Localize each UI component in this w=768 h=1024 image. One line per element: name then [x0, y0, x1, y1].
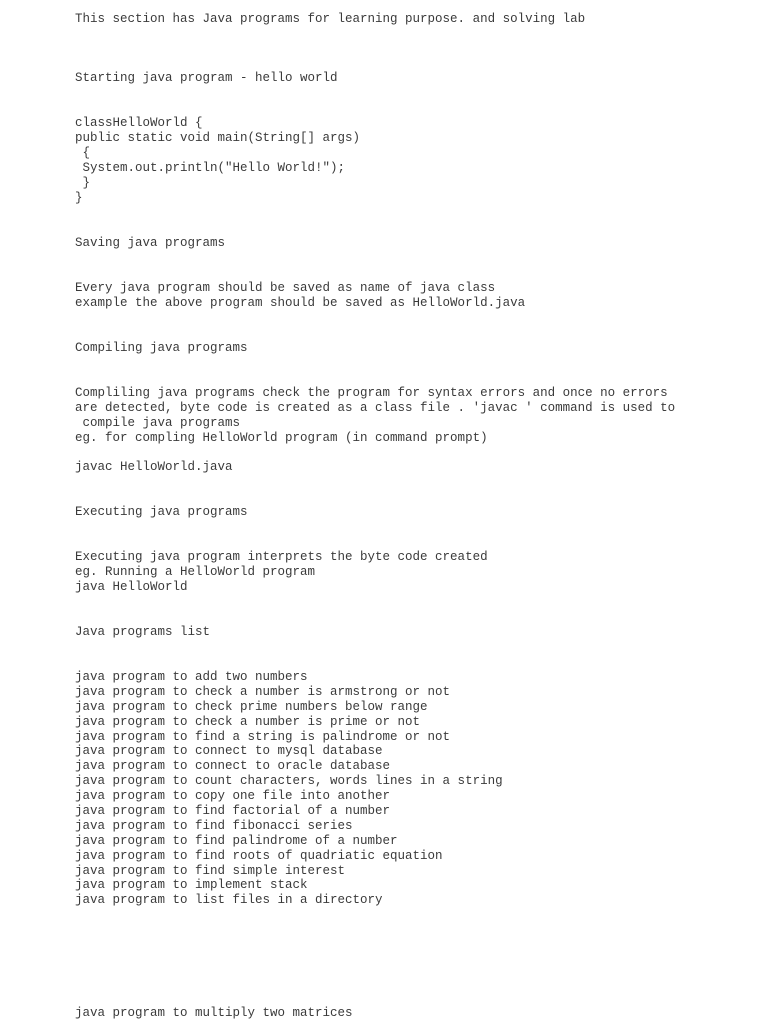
text-line: eg. for compling HelloWorld program (in command prompt)	[75, 431, 488, 445]
list-item: java program to find simple interest	[75, 863, 346, 878]
compiling-heading: Compiling java programs	[75, 341, 248, 355]
list-item: java program to find roots of quadriatic equation	[75, 848, 443, 863]
code-line: classHelloWorld {	[75, 116, 203, 130]
list-item: java program to connect to mysql database	[75, 744, 383, 759]
text-line: Every java program should be saved as name of java class	[75, 281, 496, 295]
saving-heading: Saving java programs	[75, 236, 226, 250]
list-item: java program to count characters, words lines in a string	[75, 774, 503, 789]
code-line: System.out.println("Hello World!");	[75, 161, 346, 175]
list-item-multiply-matrices: java program to multiply two matrices	[75, 1006, 353, 1020]
compile-command: javac HelloWorld.java	[75, 460, 233, 474]
executing-heading: Executing java programs	[75, 505, 248, 519]
programs-list	[75, 670, 755, 908]
code-line: {	[75, 146, 91, 160]
text-line: java HelloWorld	[75, 580, 188, 594]
list-item: java program to find a string is palindrome or not	[75, 729, 451, 744]
text-line: Executing java program interprets the byte code created	[75, 550, 488, 564]
compiling-paragraph	[75, 386, 755, 446]
hello-world-heading: Starting java program - hello world	[75, 71, 338, 85]
list-item: java program to implement stack	[75, 878, 308, 893]
list-item: java program to list files in a directory	[75, 893, 383, 908]
programs-list-heading: Java programs list	[75, 625, 211, 639]
list-item: java program to check a number is prime or not	[75, 714, 421, 729]
code-line: }	[75, 191, 83, 205]
list-item: java program to check prime numbers below range	[75, 699, 428, 714]
list-item: java program to find fibonacci series	[75, 818, 353, 833]
list-item: java program to find factorial of a number	[75, 804, 391, 819]
intro-text: This section has Java programs for learning purpose. and solving lab	[75, 12, 586, 26]
list-item: java program to check a number is armstrong or not	[75, 684, 451, 699]
document-body	[75, 12, 755, 908]
text-line: Compliling java programs check the program for syntax errors and once no errors	[75, 386, 668, 400]
executing-paragraph	[75, 550, 755, 595]
text-line: example the above program should be saved as HelloWorld.java	[75, 296, 526, 310]
saving-paragraph	[75, 281, 755, 311]
list-item: java program to copy one file into another	[75, 789, 391, 804]
list-item: java program to add two numbers	[75, 670, 308, 684]
list-item: java program to connect to oracle database	[75, 759, 391, 774]
code-line: }	[75, 176, 91, 190]
hello-world-code	[75, 116, 755, 206]
text-line: compile java programs	[75, 416, 241, 430]
code-line: public static void main(String[] args)	[75, 131, 361, 145]
text-line: are detected, byte code is created as a class file . 'javac ' command is used to	[75, 401, 676, 415]
text-line: eg. Running a HelloWorld program	[75, 565, 316, 579]
list-item: java program to find palindrome of a number	[75, 833, 398, 848]
